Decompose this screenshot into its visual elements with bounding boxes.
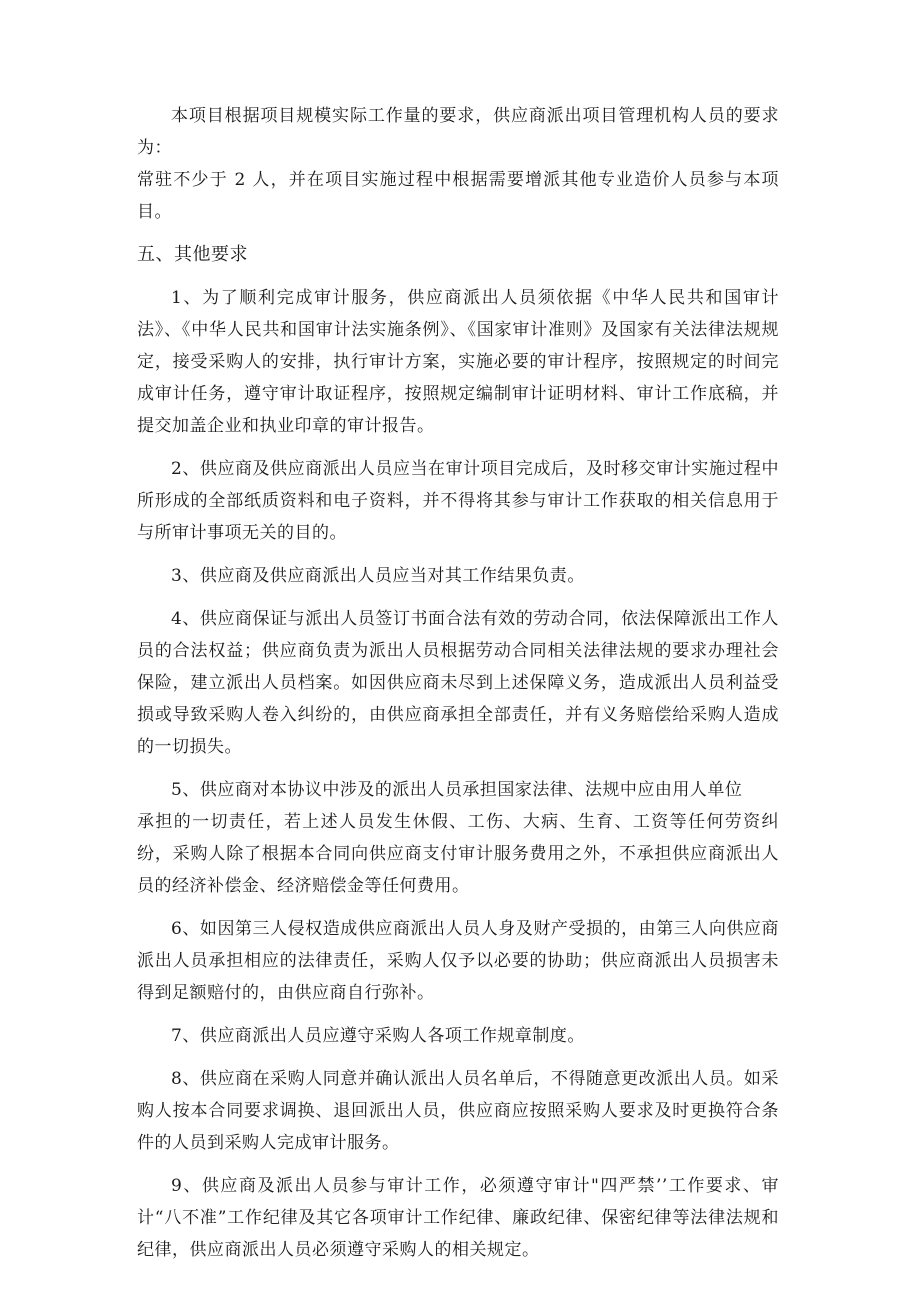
requirement-item-7: 7、供应商派出人员应遵守采购人各项工作规章制度。	[171, 1026, 585, 1046]
requirement-item-8: 8、供应商在采购人同意并确认派出人员名单后，不得随意更改派出人员。如采购人按本合同要求调换、退回派出人员，供应商应按照采购人要求及时更换符合条件的人员到采购人完成审计服务。	[137, 1069, 779, 1153]
requirement-item-2: 2、供应商及供应商派出人员应当在审计项目完成后，及时移交审计实施过程中所形成的全部纸质资料和电子资料，并不得将其参与审计工作获取的相关信息用于与所审计事项无关的目的。	[137, 459, 779, 543]
intro-line-1: 本项目根据项目规模实际工作量的要求，供应商派出项目管理机构人员的要求为：	[137, 106, 779, 158]
document-body	[137, 100, 779, 1277]
requirement-item-1: 1、为了顺利完成审计服务，供应商派出人员须依据《中华人民共和国审计法》、《中华人民共和国审计法实施条例》、《国家审计准则》及国家有关法律法规规定，接受采购人的安排，执行审计方案，实施必要的审计程序，按照规定的时间完成审计任务，遵守审计取证程序，按照规定编制审计证明材料、审计工作底稿，并提交加盖企业和执业印章的审计报告。	[137, 288, 779, 436]
requirement-item-5: 5、供应商对本协议中涉及的派出人员承担国家法律、法规中应由用人单位	[171, 780, 743, 800]
intro-paragraph-continuation	[137, 164, 779, 228]
intro-line-2: 常驻不少于 2 人，并在项目实施过程中根据需要增派其他专业造价人员参与本项目。	[137, 170, 779, 222]
requirement-item-3: 3、供应商及供应商派出人员应当对其工作结果负责。	[171, 566, 585, 586]
requirement-item-5-continuation: 承担的一切责任，若上述人员发生休假、工伤、大病、生育、工资等任何劳资纠纷，采购人除了根据本合同向供应商支付审计服务费用之外，不承担供应商派出人员的经济补偿金、经济赔偿金等任何费用。	[137, 812, 779, 896]
intro-paragraph	[137, 100, 779, 164]
requirement-item-4: 4、供应商保证与派出人员签订书面合法有效的劳动合同，依法保障派出工作人员的合法权益；供应商负责为派出人员根据劳动合同相关法律法规的要求办理社会保险，建立派出人员档案。如因供应商未尽到上述保障义务，造成派出人员利益受损或导致采购人卷入纠纷的，由供应商承担全部责任，并有义务赔偿给采购人造成的一切损失。	[137, 609, 779, 757]
requirement-item-6: 6、如因第三人侵权造成供应商派出人员人身及财产受损的，由第三人向供应商派出人员承担相应的法律责任，采购人仅予以必要的协助；供应商派出人员损害未得到足额赔付的，由供应商自行弥补。	[137, 919, 779, 1003]
section-heading: 五、其他要求	[137, 244, 248, 265]
requirement-item-9: 9、供应商及派出人员参与审计工作，必须遵守审计"四严禁’’工作要求、审计“八不准”工作纪律及其它各项审计工作纪律、廉政纪律、保密纪律等法律法规和纪律，供应商派出人员必须遵守采购人的相关规定。	[137, 1176, 779, 1260]
